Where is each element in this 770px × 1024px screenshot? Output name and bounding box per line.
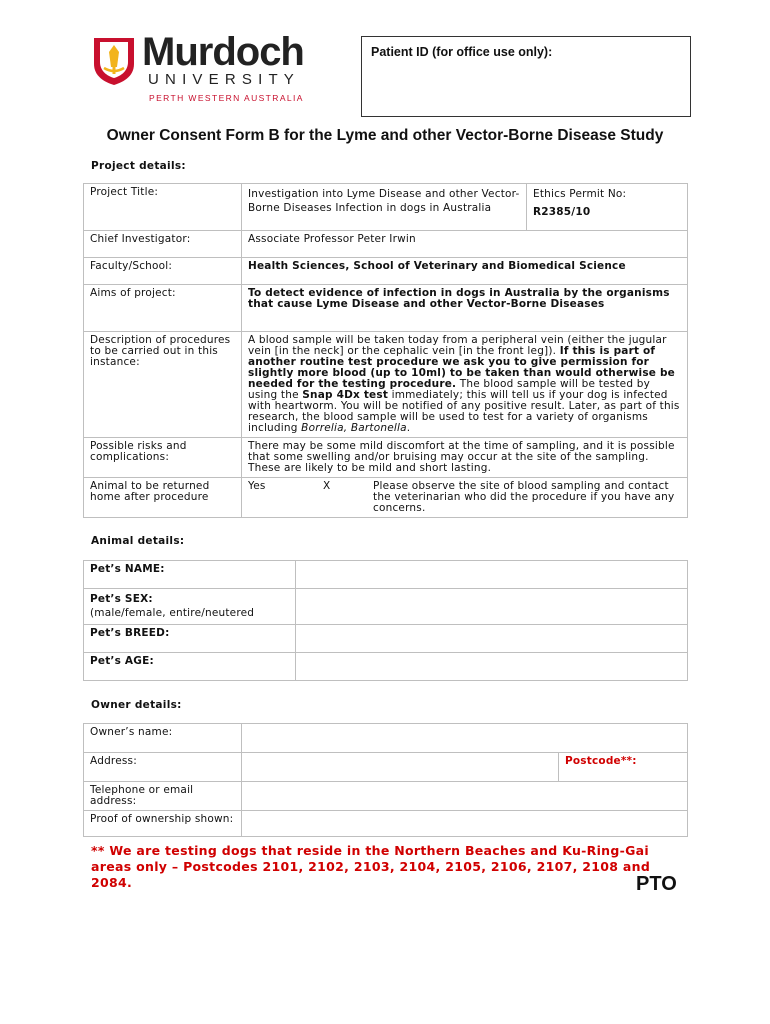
- murdoch-logo: [92, 30, 312, 106]
- pet-breed-label: Pet’s BREED:: [84, 625, 296, 653]
- logo-university: UNIVERSITY: [148, 71, 301, 88]
- aims-label: Aims of project:: [84, 285, 242, 332]
- proof-field[interactable]: [242, 811, 688, 837]
- aims-value: To detect evidence of infection in dogs in Australia by the organisms that cause Lyme Disease and other Vector-Borne Diseases: [242, 285, 688, 332]
- risks-value: There may be some mild discomfort at the time of sampling, and it is possible that some swelling and/or bruising may occur at the site of the sampling. These are likely to be mild and short lasting.: [242, 438, 688, 478]
- postcode-warning: ** We are testing dogs that reside in the Northern Beaches and Ku-Ring-Gai areas only – Postcodes 2101, 2102, 2103, 2104, 2105, 2106, 2107, 2108 and 2084.: [91, 843, 651, 890]
- owner-details-table: [83, 723, 688, 837]
- ethics-value: R2385/10: [533, 206, 591, 218]
- owner-details-heading: Owner details:: [91, 699, 182, 711]
- pet-sex-hint: (male/female, entire/neutered: [90, 607, 255, 619]
- faculty-value: Health Sciences, School of Veterinary and Biomedical Science: [242, 258, 688, 285]
- address-label: Address:: [84, 753, 242, 782]
- description-value: A blood sample will be taken today from a peripheral vein (either the jugular vein [in the neck] or the cephalic vein [in the front leg]). If this is part of another routine test procedure we ask you to give permission for slightly more blood (up to 10ml) to be taken than would otherwise be needed for the testing procedure. The blood sample will be tested by using the Snap 4Dx test immediately; this will tell us if your dog is infected with heartworm. You will be notified of any positive result. Later, as part of this research, the blood sample will be used to test for a variety of organisms including Borrelia, Bartonella.: [242, 332, 688, 438]
- proof-label: Proof of ownership shown:: [84, 811, 242, 837]
- pet-name-label: Pet’s NAME:: [84, 561, 296, 589]
- postcode-label[interactable]: Postcode**:: [559, 753, 688, 782]
- owner-name-field[interactable]: [242, 724, 688, 753]
- chief-investigator-value: Associate Professor Peter Irwin: [242, 231, 688, 258]
- pet-age-label: Pet’s AGE:: [84, 653, 296, 681]
- ethics-label: Ethics Permit No:: [533, 188, 627, 200]
- pet-name-field[interactable]: [296, 561, 688, 589]
- animal-details-table: [83, 560, 688, 681]
- project-title-label: Project Title:: [84, 184, 242, 231]
- return-x-mark: X: [323, 480, 331, 492]
- return-cell: [242, 478, 688, 518]
- patient-id-box[interactable]: [361, 36, 691, 117]
- project-details-heading: Project details:: [91, 160, 186, 172]
- patient-id-label: Patient ID (for office use only):: [371, 45, 553, 59]
- return-label: Animal to be returned home after procedure: [84, 478, 242, 518]
- contact-label: Telephone or email address:: [84, 782, 242, 811]
- contact-field[interactable]: [242, 782, 688, 811]
- form-title: Owner Consent Form B for the Lyme and other Vector-Borne Disease Study: [106, 127, 664, 144]
- risks-label: Possible risks and complications:: [84, 438, 242, 478]
- ethics-cell: [527, 184, 688, 231]
- chief-investigator-label: Chief Investigator:: [84, 231, 242, 258]
- logo-tagline: PERTH WESTERN AUSTRALIA: [149, 93, 304, 103]
- owner-name-label: Owner’s name:: [84, 724, 242, 753]
- pet-breed-field[interactable]: [296, 625, 688, 653]
- project-title-value: Investigation into Lyme Disease and other Vector-Borne Diseases Infection in dogs in Australia: [242, 184, 527, 231]
- crest-icon: [92, 36, 136, 86]
- pto-label: PTO: [636, 873, 677, 895]
- return-yes: Yes: [248, 480, 266, 492]
- pet-age-field[interactable]: [296, 653, 688, 681]
- address-field[interactable]: [242, 753, 559, 782]
- pet-sex-label-cell: [84, 589, 296, 625]
- pet-sex-field[interactable]: [296, 589, 688, 625]
- description-label: Description of procedures to be carried out in this instance:: [84, 332, 242, 438]
- logo-name: Murdoch: [142, 30, 304, 74]
- faculty-label: Faculty/School:: [84, 258, 242, 285]
- animal-details-heading: Animal details:: [91, 535, 185, 547]
- pet-sex-label: Pet’s SEX:: [90, 593, 153, 605]
- return-note: Please observe the site of blood sampling and contact the veterinarian who did the procedure if you have any concerns.: [373, 480, 675, 514]
- project-details-table: [83, 183, 688, 518]
